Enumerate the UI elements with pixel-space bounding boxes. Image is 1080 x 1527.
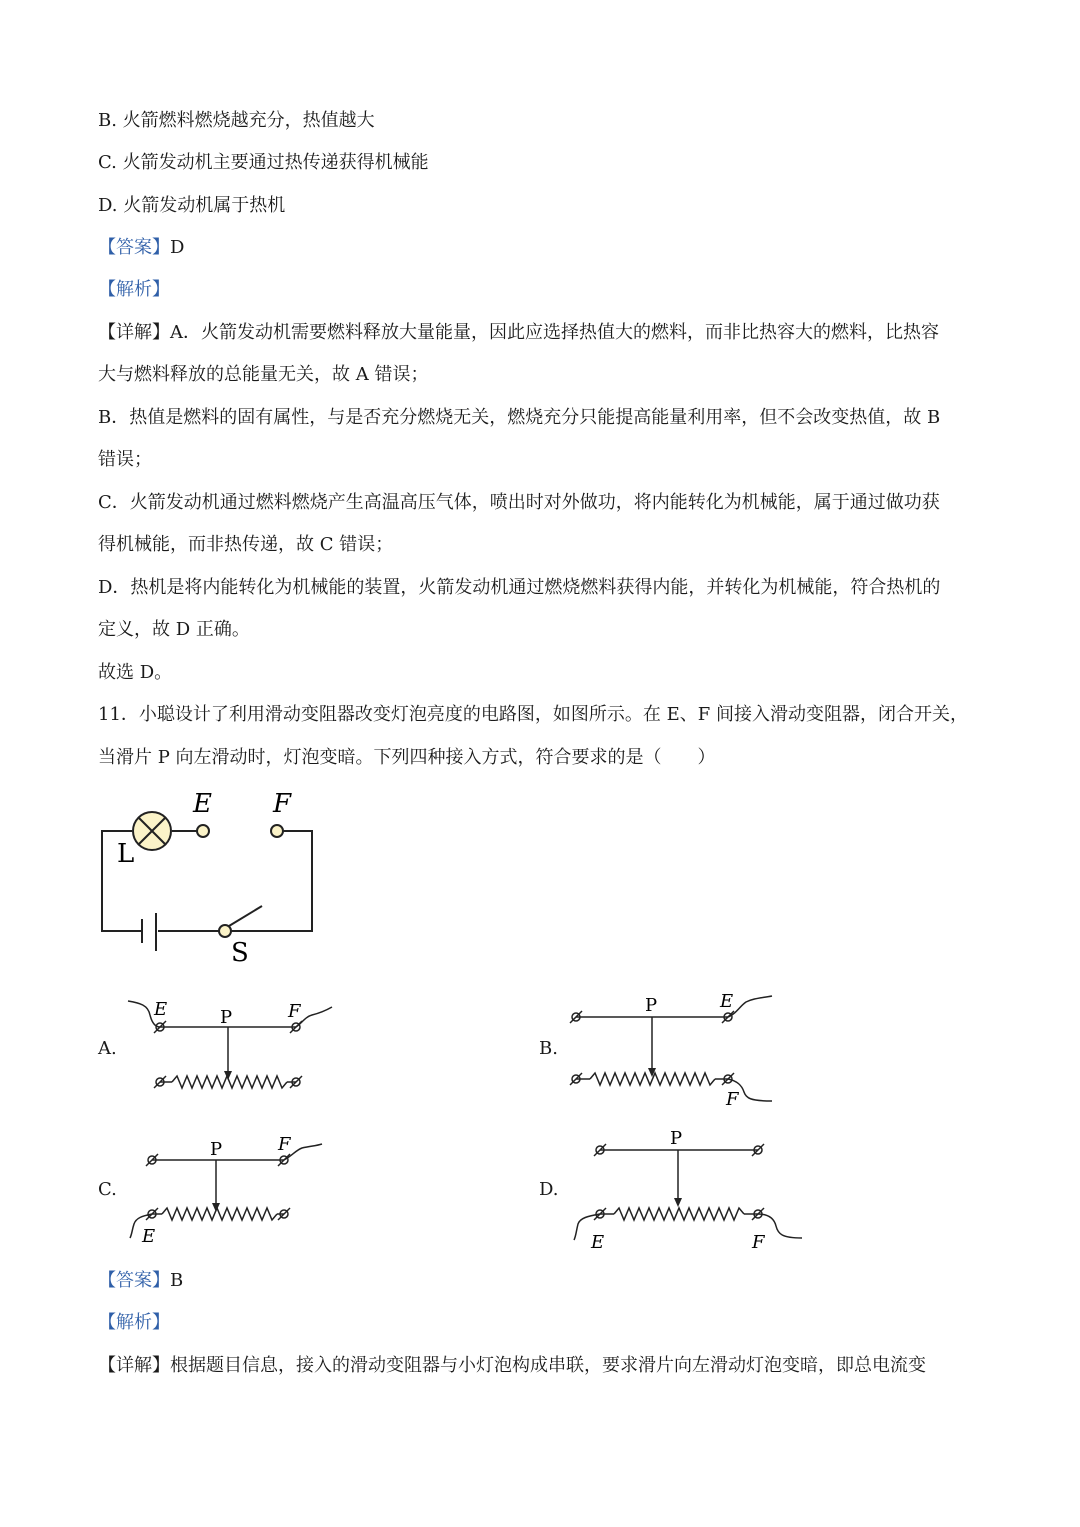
detail-text: A．火箭发动机需要燃料释放大量能量，因此应选择热值大的燃料，而非比热容大的燃料，比热容 [170, 322, 939, 343]
option-b-diagram [560, 988, 800, 1108]
answer-value: D [170, 237, 185, 258]
q10-detail-c-2: 得机械能，而非热传递，故 C 错误； [98, 534, 394, 555]
q11-stem-1: 11．小聪设计了利用滑动变阻器改变灯泡亮度的电路图，如图所示。在 E、F 间接入滑动变阻器，闭合开关， [98, 704, 968, 725]
detail-tag: 【详解】 [98, 1355, 170, 1376]
diagram-label-e: E [591, 1232, 605, 1253]
q10-detail-d-2: 定义，故 D 正确。 [98, 619, 250, 640]
q10-detail-d-1: D．热机是将内能转化为机械能的装置，火箭发动机通过燃烧燃料获得内能，并转化为机械能，符合热机的 [98, 577, 941, 598]
option-d-text: D. 火箭发动机属于热机 [98, 195, 286, 216]
option-c-diagram [120, 1130, 340, 1250]
label-e: E [193, 789, 212, 819]
q10-analysis-line [98, 278, 170, 302]
resistance-coil [614, 1208, 744, 1220]
diagram-label-f: F [288, 1001, 301, 1022]
answer-value: B [170, 1270, 184, 1291]
diagram-label-f: F [278, 1134, 291, 1155]
option-c-text: C. 火箭发动机主要通过热传递获得机械能 [98, 152, 429, 173]
option-a-diagram [120, 993, 340, 1098]
option-d-label: D. [539, 1179, 559, 1200]
q10-conclusion: 故选 D。 [98, 662, 173, 683]
answer-tag: 【答案】 [98, 1270, 170, 1291]
diagram-label-f: F [726, 1089, 739, 1108]
diagram-label-e: E [720, 991, 734, 1012]
diagram-label-e: E [142, 1226, 156, 1247]
analysis-tag: 【解析】 [98, 1312, 170, 1333]
option-b-text: B. 火箭燃料燃烧越充分，热值越大 [98, 110, 375, 131]
q10-detail-a-1 [98, 321, 939, 345]
q10-detail-b-1: B．热值是燃料的固有属性，与是否充分燃烧无关，燃烧充分只能提高能量利用率，但不会改变热值，故 B [98, 407, 941, 428]
diagram-label-p: P [220, 1007, 233, 1028]
detail-tag: 【详解】 [98, 322, 170, 343]
q10-answer-line [98, 236, 184, 260]
option-c-label: C. [98, 1179, 117, 1200]
resistance-coil [172, 1076, 287, 1088]
label-s: S [231, 938, 249, 968]
terminal-f [271, 825, 283, 837]
switch-lever [229, 906, 262, 926]
analysis-tag: 【解析】 [98, 279, 170, 300]
diagram-label-e: E [154, 999, 168, 1020]
q11-stem-2: 当滑片 P 向左滑动时，灯泡变暗。下列四种接入方式，符合要求的是（ ） [98, 747, 716, 768]
diagram-label-p: P [210, 1139, 223, 1160]
q11-detail-1 [98, 1354, 926, 1378]
option-b-label: B. [539, 1038, 558, 1059]
diagram-label-f: F [752, 1232, 765, 1253]
circuit-diagram [90, 785, 330, 970]
answer-tag: 【答案】 [98, 237, 170, 258]
resistance-coil [162, 1208, 277, 1220]
terminal-e [197, 825, 209, 837]
q10-detail-a-2: 大与燃料释放的总能量无关，故 A 错误； [98, 364, 429, 385]
diagram-label-p: P [670, 1128, 683, 1149]
option-d-diagram [560, 1122, 810, 1257]
q11-analysis-line [98, 1311, 170, 1335]
q10-detail-b-2: 错误； [98, 449, 152, 470]
switch-pivot [219, 925, 231, 937]
label-l: L [117, 839, 135, 869]
q10-detail-c-1: C．火箭发动机通过燃料燃烧产生高温高压气体，喷出时对外做功，将内能转化为机械能，属于通过做功获 [98, 492, 940, 513]
label-f: F [273, 789, 292, 819]
option-a-label: A. [98, 1038, 117, 1059]
detail-text: 根据题目信息，接入的滑动变阻器与小灯泡构成串联，要求滑片向左滑动灯泡变暗，即总电流变 [170, 1355, 926, 1376]
q11-answer-line [98, 1269, 183, 1293]
diagram-label-p: P [645, 995, 658, 1016]
